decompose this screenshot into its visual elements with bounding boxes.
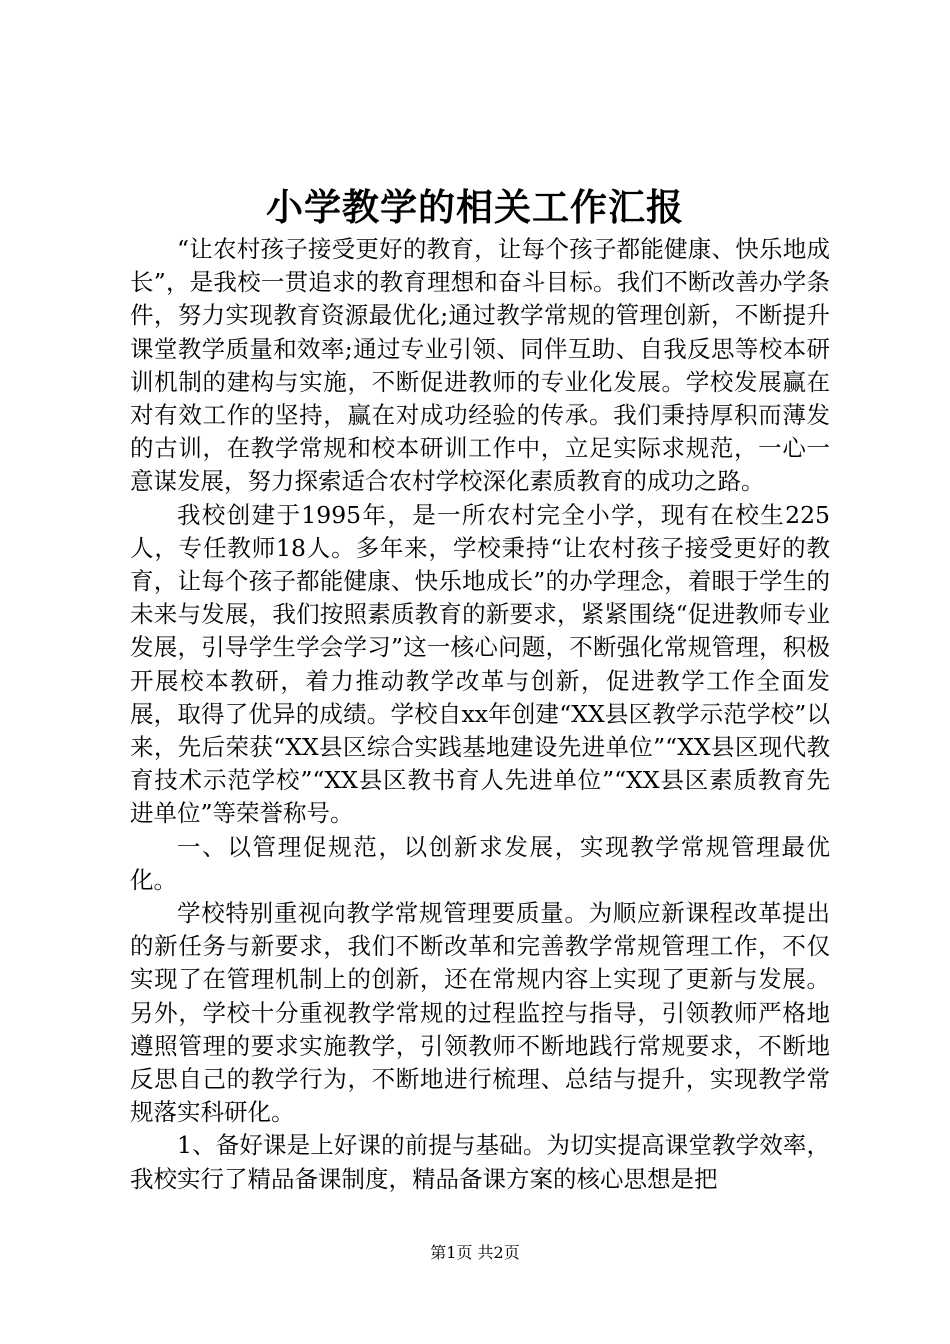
document-title: 小学教学的相关工作汇报 — [266, 185, 684, 229]
document-body — [130, 233, 830, 1196]
paragraph-routine-management: 学校特别重视向教学常规管理要质量。为顺应新课程改革提出的新任务与新要求，我们不断改革和完善教学常规管理工作，不仅实现了在管理机制上的创新，还在常规内容上实现了更新与发展。另外，学校十分重视教学常规的过程监控与指导，引领教师严格地遵照管理的要求实施教学，引领教师不断地践行常规要求，不断地反思自己的教学行为，不断地进行梳理、总结与提升，实现教学常规落实科研化。 — [130, 899, 830, 1127]
page-number-footer: 第1页 共2页 — [430, 1243, 520, 1262]
paragraph-intro: “让农村孩子接受更好的教育，让每个孩子都能健康、快乐地成长”，是我校一贯追求的教育理想和奋斗目标。我们不断改善办学条件，努力实现教育资源最优化;通过教学常规的管理创新，不断提升课堂教学质量和效率;通过专业引领、同伴互助、自我反思等校本研训机制的建构与实施，不断促进教师的专业化发展。学校发展赢在对有效工作的坚持，赢在对成功经验的传承。我们秉持厚积而薄发的古训，在教学常规和校本研训工作中，立足实际求规范，一心一意谋发展，努力探索适合农村学校深化素质教育的成功之路。 — [130, 235, 830, 496]
section-heading-1: 一、以管理促规范，以创新求发展，实现教学常规管理最优化。 — [130, 832, 830, 894]
paragraph-lesson-preparation: 1、备好课是上好课的前提与基础。为切实提高课堂教学效率，我校实行了精品备课制度，精品备课方案的核心思想是把 — [130, 1131, 830, 1193]
paragraph-school-profile: 我校创建于1995年，是一所农村完全小学，现有在校生225人，专任教师18人。多年来，学校秉持“让农村孩子接受更好的教育，让每个孩子都能健康、快乐地成长”的办学理念，着眼于学生的未来与发展，我们按照素质教育的新要求，紧紧围绕“促进教师专业发展，引导学生学会学习”这一核心问题，不断强化常规管理，积极开展校本教研，着力推动教学改革与创新，促进教学工作全面发展，取得了优异的成绩。学校自xx年创建“XX县区教学示范学校”以来，先后荣获“XX县区综合实践基地建设先进单位”“XX县区现代教育技术示范学校”“XX县区教书育人先进单位”“XX县区素质教育先进单位”等荣誉称号。 — [130, 500, 830, 828]
